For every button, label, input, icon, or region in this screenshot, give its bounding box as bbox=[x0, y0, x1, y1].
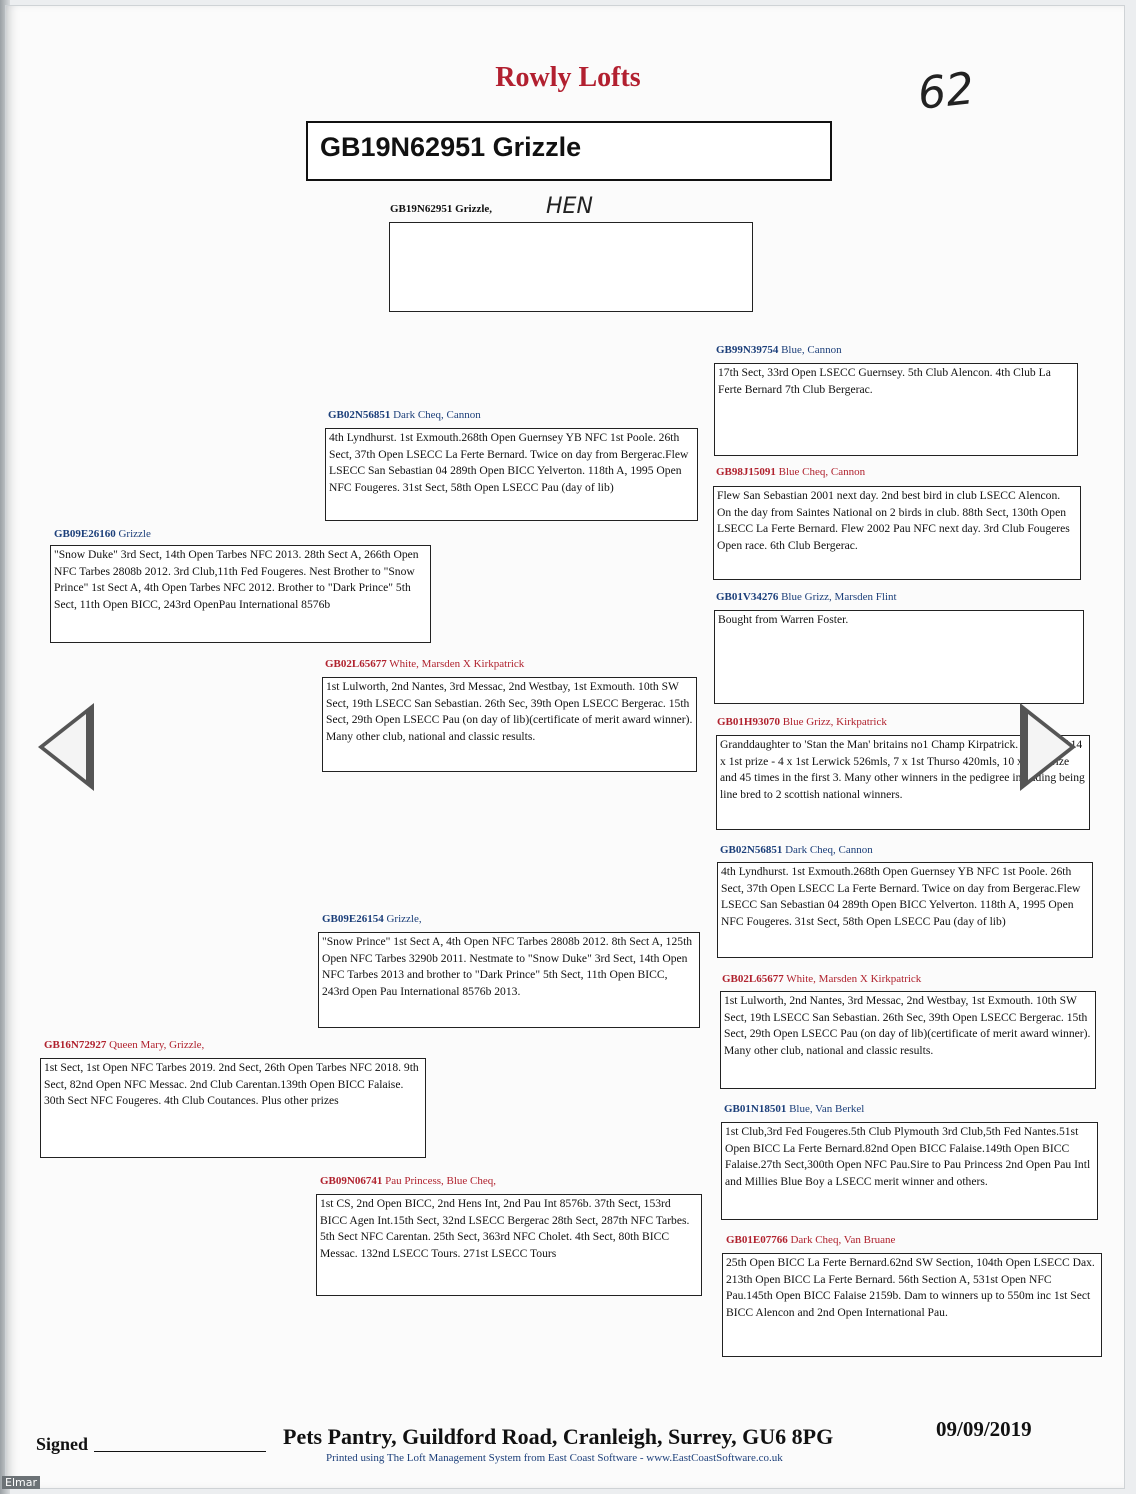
dam-heading bbox=[44, 1039, 204, 1051]
signature-line bbox=[94, 1451, 266, 1452]
dsd-notes: 1st Lulworth, 2nd Nantes, 3rd Messac, 2nd Westbay, 1st Exmouth. 10th SW Sect, 19th LSECC San Sebastian. 26th Sec, 39th Open LSECC Bergerac. 15th Sect, 29th Open LSECC Pau (on day of lib)(certificate of merit award winner). Many other club, national and classic results. bbox=[720, 991, 1096, 1089]
sire-sire-ring: GB02N56851 bbox=[328, 409, 391, 421]
ddd-notes: 25th Open BICC La Ferte Bernard.62nd SW Section, 104th Open LSECC Dax. 213th Open BICC La Ferte Bernard. 56th Section A, 531st Open NFC Pau.145th Open BICC Falaise 2159b. Dam to winners up to 550m inc 1st Sect BICC Alencon and 2nd Open International Pau. bbox=[722, 1253, 1102, 1357]
dam-sire-heading bbox=[322, 913, 422, 925]
bird-id-box: GB19N62951 Grizzle bbox=[306, 121, 832, 181]
previous-page-arrow-icon[interactable] bbox=[38, 703, 94, 791]
dam-notes: 1st Sect, 1st Open NFC Tarbes 2019. 2nd Sect, 26th Open Tarbes NFC 2018. 9th Sect, 82nd Open NFC Messac. 2nd Club Carentan.139th Open BICC Falaise. 30th Sect NFC Fougeres. 4th Club Coutances. Plus other prizes bbox=[40, 1058, 426, 1158]
dam-desc: Queen Mary, Grizzle, bbox=[109, 1039, 205, 1051]
sire-sire-notes: 4th Lyndhurst. 1st Exmouth.268th Open Guernsey YB NFC 1st Poole. 26th Sect, 37th Open LSECC La Ferte Bernard. Twice on day from Bergerac.Flew LSECC San Sebastian 04 289th Open BICC Yelverton. 118th A, 1995 Open NFC Fougeres. 31st Sect, 58th Open LSECC Pau (day of lib) bbox=[325, 428, 698, 521]
sire-dam-notes: 1st Lulworth, 2nd Nantes, 3rd Messac, 2nd Westbay, 1st Exmouth. 10th SW Sect, 19th LSECC San Sebastian. 26th Sec, 39th Open LSECC Bergerac. 15th Sect, 29th Open LSECC Pau (on day of lib)(certificate of merit award winner). Many other club, national and classic results. bbox=[322, 677, 697, 772]
sire-notes: "Snow Duke" 3rd Sect, 14th Open Tarbes NFC 2013. 28th Sect A, 266th Open NFC Tarbes 2808b 2012. 3rd Club,11th Fed Fougeres. Nest Brother to "Snow Prince" 1st Sect A, 4th Open Tarbes NFC 2012. Brother to "Dark Prince" 5th Sect, 11th Open BICC, 243rd OpenPau International 8576b bbox=[50, 545, 431, 643]
dam-ring: GB16N72927 bbox=[44, 1039, 107, 1051]
dds-notes: 1st Club,3rd Fed Fougeres.5th Club Plymouth 3rd Club,5th Fed Nantes.51st Open BICC La Ferte Bernard.82nd Open BICC Falaise.149th Open BICC Falaise.27th Sect,300th Open NFC Pau.Sire to Pau Princess 2nd Open Pau Intl and Millies Blue Boy a LSECC merit winner and others. bbox=[721, 1122, 1098, 1220]
sdd-ring: GB01H93070 bbox=[717, 716, 780, 728]
subject-notes-box bbox=[389, 222, 753, 312]
sds-ring: GB01V34276 bbox=[716, 591, 779, 603]
sire-sire-desc: Dark Cheq, Cannon bbox=[393, 409, 481, 421]
subject-label: GB19N62951 Grizzle, bbox=[390, 203, 493, 215]
dam-dam-ring: GB09N06741 bbox=[320, 1175, 383, 1187]
dds-ring: GB01N18501 bbox=[724, 1103, 787, 1115]
ssd-ring: GB98J15091 bbox=[716, 466, 776, 478]
dam-sire-notes: "Snow Prince" 1st Sect A, 4th Open NFC Tarbes 2808b 2012. 8th Sect A, 125th Open NFC Tarbes 3290b 2011. Nestmate to "Snow Duke" 3rd Sect, 14th Open NFC Tarbes 2013 and brother to "Dark Prince" 5th Sect, 11th Open BICC, 243rd Open Pau International 8576b 2013. bbox=[318, 932, 700, 1028]
handwritten-sex: HEN bbox=[546, 194, 593, 219]
sire-sire-heading bbox=[328, 409, 481, 421]
ssd-heading bbox=[716, 466, 865, 478]
dam-sire-desc: Grizzle, bbox=[386, 913, 422, 925]
ssd-desc: Blue Cheq, Cannon bbox=[778, 466, 866, 478]
sss-heading bbox=[716, 344, 842, 356]
dss-notes: 4th Lyndhurst. 1st Exmouth.268th Open Guernsey YB NFC 1st Poole. 26th Sect, 37th Open LSECC La Ferte Bernard. Twice on day from Bergerac.Flew LSECC San Sebastian 04 289th Open BICC Yelverton. 118th A, 1995 Open NFC Fougeres. 31st Sect, 58th Open LSECC Pau (day of lib) bbox=[717, 862, 1093, 958]
watermark: Elmar bbox=[2, 1476, 40, 1489]
sss-notes: 17th Sect, 33rd Open LSECC Guernsey. 5th Club Alencon. 4th Club La Ferte Bernard 7th Club Bergerac. bbox=[714, 363, 1078, 456]
sds-notes: Bought from Warren Foster. bbox=[714, 610, 1084, 704]
printed-by-note: Printed using The Loft Management System from East Coast Software - www.EastCoastSoftware.co.uk bbox=[326, 1452, 783, 1464]
sdd-notes: Granddaughter to 'Stan the Man' britains no1 Champ Kirpatrick. Winner of 14 x 1st prize - 4 x 1st Lerwick 526mls, 7 x 1st Thurso 420mls, 10 x 2nd prize and 45 times in the first 3. Many other winners in the pedigree including being line bred to 2 scottish national winners. bbox=[716, 735, 1090, 830]
dam-dam-heading bbox=[320, 1175, 496, 1187]
next-page-arrow-icon[interactable] bbox=[1020, 703, 1076, 791]
loft-title: Rowly Lofts bbox=[495, 62, 641, 93]
dam-dam-notes: 1st CS, 2nd Open BICC, 2nd Hens Int, 2nd Pau Int 8576b. 37th Sect, 153rd BICC Agen Int.15th Sect, 32nd LSECC Bergerac 28th Sect, 287th NFC Tarbes. 5th Sect NFC Carentan. 25th Sect, 363rd NFC Cholet. 4th Sect, 80th BICC Messac. 132nd LSECC Tours. 271st LSECC Tours bbox=[316, 1194, 702, 1296]
sire-dam-desc: White, Marsden X Kirkpatrick bbox=[389, 658, 525, 670]
sdd-heading bbox=[717, 716, 887, 728]
dss-heading bbox=[720, 844, 873, 856]
dsd-heading bbox=[722, 973, 921, 985]
dam-dam-desc: Pau Princess, Blue Cheq, bbox=[385, 1175, 497, 1187]
sdd-desc: Blue Grizz, Kirkpatrick bbox=[782, 716, 887, 728]
ddd-desc: Dark Cheq, Van Bruane bbox=[790, 1234, 896, 1246]
sire-dam-ring: GB02L65677 bbox=[325, 658, 387, 670]
dss-ring: GB02N56851 bbox=[720, 844, 783, 856]
dds-heading bbox=[724, 1103, 864, 1115]
ddd-heading bbox=[726, 1234, 895, 1246]
ssd-notes: Flew San Sebastian 2001 next day. 2nd best bird in club LSECC Alencon. On the day from Saintes National on 2 birds in club. 88th Sect, 130th Open LSECC La Ferte Bernard. Flew 2002 Pau NFC next day. 3rd Club Fougeres Open race. 6th Club Bergerac. bbox=[713, 486, 1081, 580]
sss-desc: Blue, Cannon bbox=[781, 344, 842, 356]
footer-date: 09/09/2019 bbox=[936, 1417, 1032, 1441]
sds-desc: Blue Grizz, Marsden Flint bbox=[781, 591, 897, 603]
sire-ring: GB09E26160 bbox=[54, 528, 116, 540]
sire-heading bbox=[54, 528, 151, 540]
ddd-ring: GB01E07766 bbox=[726, 1234, 788, 1246]
dsd-ring: GB02L65677 bbox=[722, 973, 784, 985]
sss-ring: GB99N39754 bbox=[716, 344, 779, 356]
dsd-desc: White, Marsden X Kirkpatrick bbox=[786, 973, 922, 985]
handwritten-page-number: 62 bbox=[915, 63, 977, 120]
footer-address: Pets Pantry, Guildford Road, Cranleigh, Surrey, GU6 8PG bbox=[283, 1424, 834, 1449]
sire-dam-heading bbox=[325, 658, 524, 670]
sire-desc: Grizzle bbox=[118, 528, 151, 540]
dss-desc: Dark Cheq, Cannon bbox=[785, 844, 873, 856]
signed-label: Signed bbox=[36, 1434, 89, 1454]
dam-sire-ring: GB09E26154 bbox=[322, 913, 384, 925]
sds-heading bbox=[716, 591, 897, 603]
dds-desc: Blue, Van Berkel bbox=[789, 1103, 865, 1115]
